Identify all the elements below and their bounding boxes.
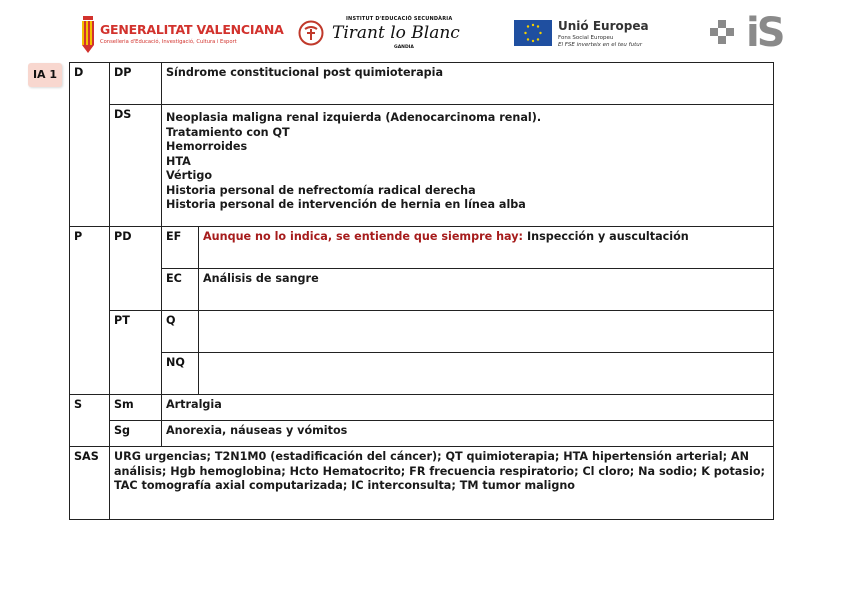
cell-p: P — [70, 227, 110, 395]
table-row — [70, 447, 774, 520]
q-text — [199, 311, 774, 353]
table-row — [70, 227, 774, 269]
table-row — [70, 105, 774, 227]
eu-logo — [514, 14, 674, 58]
logo-square — [726, 28, 734, 36]
school-emblem-icon — [298, 20, 324, 46]
school-type: INSTITUT D'EDUCACIÓ SECUNDÀRIA — [346, 16, 453, 22]
crest-icon — [80, 16, 96, 54]
logo-square — [718, 36, 726, 44]
generalitat-logo — [80, 14, 284, 58]
cell-ef: EF — [162, 227, 199, 269]
cell-pt: PT — [110, 311, 162, 395]
assessment-table — [69, 62, 774, 520]
ec-text: Análisis de sangre — [199, 269, 774, 311]
school-city: GANDIA — [394, 45, 414, 50]
eu-motto: El FSE inverteix en el teu futur — [558, 42, 642, 48]
cell-q: Q — [162, 311, 199, 353]
ds-line: Neoplasia maligna renal izquierda (Adenocarcinoma renal). — [166, 111, 542, 124]
ds-line: Historia personal de nefrectomía radical derecha — [166, 183, 476, 197]
table-row — [70, 395, 774, 421]
logo-square — [710, 28, 718, 36]
cell-nq: NQ — [162, 353, 199, 395]
cell-sg: Sg — [110, 421, 162, 447]
ef-value: Inspección y auscultación — [526, 230, 689, 243]
nq-text — [199, 353, 774, 395]
ds-line: Historia personal de intervención de hernia en línea alba — [166, 198, 526, 211]
school-name: Tirant lo Blanc — [332, 23, 460, 43]
eu-flag-icon — [514, 20, 552, 46]
cell-sm: Sm — [110, 395, 162, 421]
ds-line: Hemorroides — [166, 140, 248, 153]
ds-line: Tratamiento con QT — [166, 125, 290, 139]
eu-fund: Fons Social Europeu — [558, 35, 614, 41]
sg-text: Anorexia, náuseas y vómitos — [162, 421, 774, 447]
is-logo-text: iS — [746, 10, 783, 56]
table-row — [70, 421, 774, 447]
table-row — [70, 63, 774, 105]
table-row — [70, 311, 774, 353]
ef-text — [199, 227, 774, 269]
logo-square — [718, 20, 726, 28]
sm-text: Artralgia — [162, 395, 774, 421]
dp-text: Síndrome constitucional post quimioterapia — [162, 63, 774, 105]
cell-dp: DP — [110, 63, 162, 105]
cell-ec: EC — [162, 269, 199, 311]
ds-line: HTA — [166, 154, 191, 168]
cell-sas: SAS — [70, 447, 110, 520]
is-logo — [706, 10, 806, 58]
eu-title: Unió Europea — [558, 19, 649, 33]
cell-s: S — [70, 395, 110, 447]
ds-line: Vértigo — [166, 169, 213, 182]
table-row — [70, 269, 774, 311]
gva-name: GENERALITAT VALENCIANA — [100, 22, 284, 37]
ef-note: Aunque no lo indica, se entiende que siempre hay: — [203, 230, 524, 243]
school-logo — [298, 14, 473, 58]
table-row — [70, 353, 774, 395]
gva-subtitle: Conselleria d'Educació, Investigació, Cultura i Esport — [100, 39, 237, 45]
cell-d: D — [70, 63, 110, 227]
ds-text — [162, 105, 774, 227]
ia-label: IA 1 — [28, 63, 62, 87]
cell-ds: DS — [110, 105, 162, 227]
cell-pd: PD — [110, 227, 162, 311]
sas-text: URG urgencias; T2N1M0 (estadificación del cáncer); QT quimioterapia; HTA hipertensión arterial; AN análisis; Hgb hemoglobina; Hcto Hematocrito; FR frecuencia respiratorio; Cl cloro; Na sodio; K potasio; TAC tomografía axial computarizada; IC interconsulta; TM tumor maligno — [110, 447, 774, 520]
